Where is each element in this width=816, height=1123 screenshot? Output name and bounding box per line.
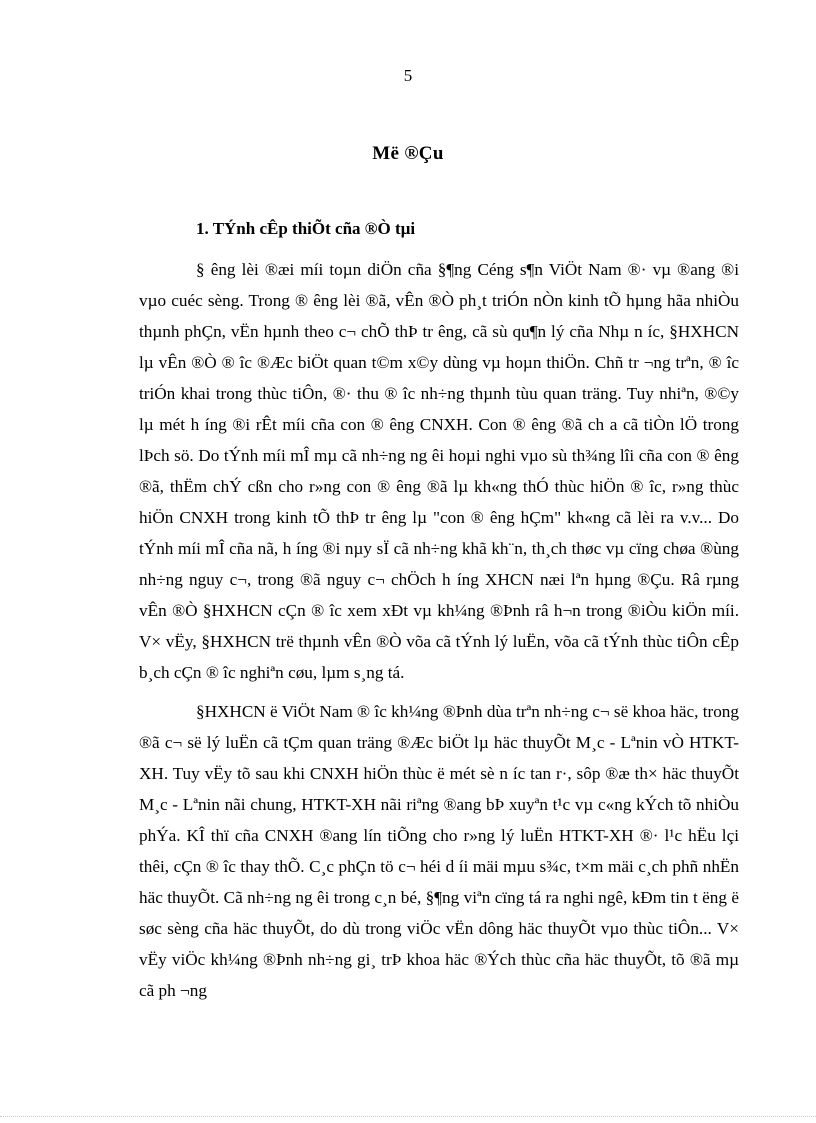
body-text — [139, 254, 739, 1014]
page-title: Më ®Çu — [372, 143, 444, 164]
section-heading: 1. TÝnh cÊp thiÕt cña ®Ò tµi — [196, 219, 416, 238]
paragraph-1: § êng lèi ®æi míi toµn diÖn cña §¶ng Céng s¶n ViÖt Nam ®· vµ ®ang ®i vµo cuéc sèng. Trong ® êng lèi ®ã, vÊn ®Ò ph¸t triÓn nÒn kinh tÕ hµng hãa nhiÒu thµnh phÇn, vËn hµnh theo c¬ chÕ thÞ tr êng, cã sù qu¶n lý cña Nhµ n íc, §HXHCN lµ vÊn ®Ò ® îc ®Æc biÖt quan t©m x©y dùng vµ hoµn thiÖn. Chñ tr ¬ng trªn, ® îc triÓn khai trong thùc tiÔn, ®· thu ® îc nh÷ng thµnh tùu quan träng. Tuy nhiªn, ®©y lµ mét h íng ®i rÊt míi cña con ® êng CNXH. Con ® êng ®ã ch a cã tiÒn lÖ trong lÞch sö. Do tÝnh míi mÎ mµ cã nh÷ng ng êi hoµi nghi vµo sù th¾ng lîi cña con ® êng ®ã, thËm chÝ cßn cho r»ng con ® êng ®ã lµ kh«ng thÓ thùc hiÖn ® îc, r»ng thùc hiÖn CNXH trong kinh tÕ thÞ tr êng lµ "con ® êng hÇm" kh«ng cã lèi ra v.v... Do tÝnh míi mÎ cña nã, h íng ®i nµy sÏ cã nh÷ng khã kh¨n, th¸ch thøc vµ cïng chøa ®ùng nh÷ng nguy c¬, trong ®ã nguy c¬ chÖch h íng XHCN næi lªn hµng ®Çu. Râ rµng vÊn ®Ò §HXHCN cÇn ® îc xem xÐt vµ kh¼ng ®Þnh râ h¬n trong ®iÒu kiÖn míi. V× vËy, §HXHCN trë thµnh vÊn ®Ò võa cã tÝnh lý luËn, võa cã tÝnh thùc tiÔn cÊp b¸ch cÇn ® îc nghiªn cøu, lµm s¸ng tá. — [139, 260, 739, 682]
page-number: 5 — [403, 66, 413, 85]
page-bottom-divider — [0, 1116, 816, 1117]
paragraph-2: §HXHCN ë ViÖt Nam ® îc kh¼ng ®Þnh dùa trªn nh÷ng c¬ së khoa häc, trong ®ã c¬ së lý luËn cã tÇm quan träng ®Æc biÖt lµ häc thuyÕt M¸c - Lªnin vÒ HTKT-XH. Tuy vËy tõ sau khi CNXH hiÖn thùc ë mét sè n íc tan r·, sôp ®æ th× häc thuyÕt M¸c - Lªnin nãi chung, HTKT-XH nãi riªng ®ang bÞ xuyªn t¹c vµ c«ng kÝch tõ nhiÒu phÝa. KÎ thï cña CNXH ®ang lín tiÕng cho r»ng lý luËn HTKT-XH ®· l¹c hËu lçi thêi, cÇn ® îc thay thÕ. C¸c phÇn tö c¬ héi d íi mäi mµu s¾c, t×m mäi c¸ch phñ nhËn häc thuyÕt. Cã nh÷ng ng êi trong c¸n bé, §¶ng viªn cïng tá ra nghi ngê, kÐm tin t ëng ë søc sèng cña häc thuyÕt, do dù trong viÖc vËn dông häc thuyÕt vµo thùc tiÔn... V× vËy viÖc kh¼ng ®Þnh nh÷ng gi¸ trÞ khoa häc ®Ých thùc cña häc thuyÕt, tõ ®ã mµ cã ph ¬ng — [139, 702, 739, 1000]
